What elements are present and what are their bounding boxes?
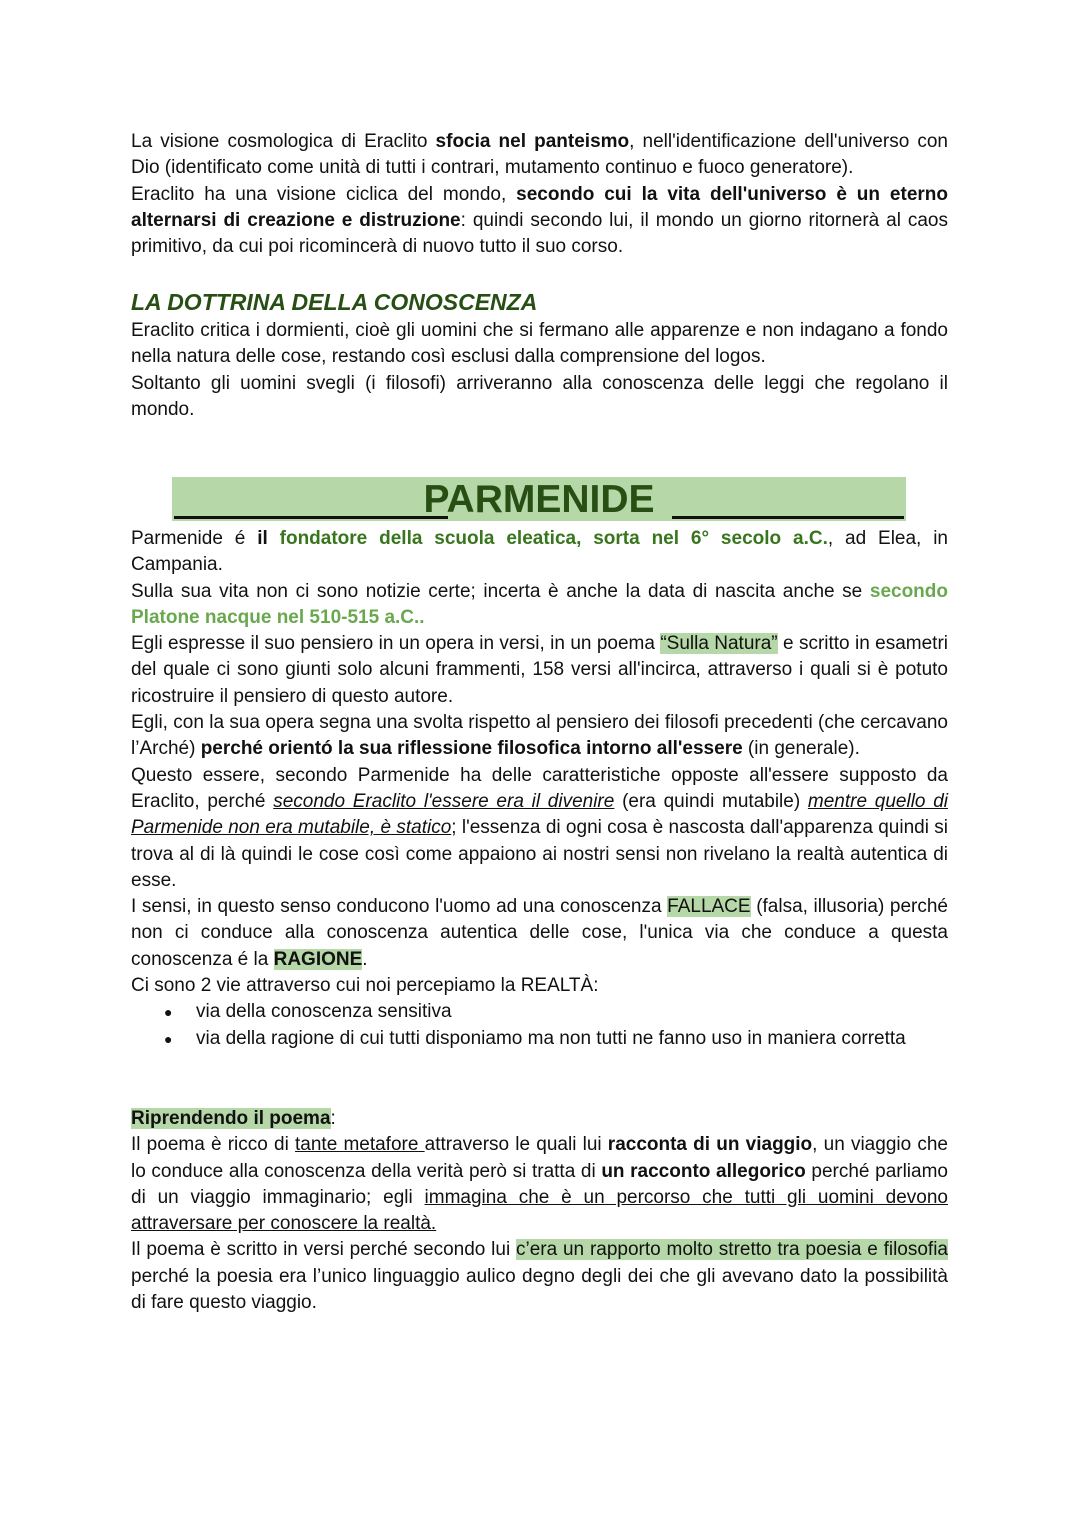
text-run: , nell'identificazione dell'universo con Dio (identificato come unità di tutti i contrari, mutamento continuo e fuoco generatore). [131,131,948,179]
intro-paragraph-2 [131,182,948,261]
text-run: (falsa, illusoria) perché non ci conduce alla conoscenza autentica delle cose, l'unica via che conduce a questa conoscenza é la [131,896,948,970]
list-item: ● via della conoscenza sensitiva [131,999,948,1025]
bold-text: un racconto allegorico [601,1160,806,1182]
doctrine-paragraph-1: Eraclito critica i dormienti, cioè gli uomini che si fermano alle apparenze e non indagano a fondo nella natura delle cose, restando così esclusi dalla comprensione del logos. [131,320,948,368]
parmenide-title-banner [172,477,906,521]
bold-text: secondo cui la vita dell'universo è un eterno alternarsi di creazione e distruzione [131,183,948,231]
underlined-italic-text: secondo Eraclito l'essere era il divenire [273,790,615,812]
text-run: Egli espresse il suo pensiero in un opera in versi, in un poema [131,633,661,655]
underlined-italic-text: mentre quello di Parmenide non era mutabile, è statico [131,790,948,839]
text-run: Questo essere, secondo Parmenide ha delle caratteristiche opposte all'essere supposto da Eraclito, perché [131,764,948,812]
poem-paragraph-1 [131,1132,948,1237]
bold-text: sfocia nel panteismo [435,131,630,152]
parmenide-paragraph-1 [131,526,948,579]
poem-heading-line [131,1106,948,1132]
parmenide-paragraph-3 [131,631,948,710]
text-run: Il poema è ricco di [131,1134,295,1156]
intro-paragraph-1 [131,129,948,182]
highlighted-fallace: FALLACE [667,896,751,918]
text-run: Sulla sua vita non ci sono notizie certe; incerta è anche la data di nascita anche se [131,580,870,602]
text-run: perché la poesia era l’unico linguaggio aulico degno degli dei che gli avevano dato la possibilità di fare questo viaggio. [131,1265,948,1314]
text-run: (in generale). [742,738,860,760]
parmenide-paragraph-2 [131,579,948,632]
green-bold-text: fondatore della scuola eleatica, sorta nel 6° secolo a.C. [279,528,828,549]
highlighted-title: “Sulla Natura” [660,633,778,655]
underlined-text: tante metafore [295,1134,425,1156]
highlighted-text: c’era un rapporto molto stretto tra poesia e filosofia [516,1239,948,1261]
parmenide-paragraph-4 [131,710,948,763]
parmenide-paragraph-5 [131,763,948,894]
text-run: . [362,948,368,970]
doctrine-heading: LA DOTTRINA DELLA CONOSCENZA [131,289,538,315]
text-run: attraverso le quali lui [424,1134,608,1156]
text-run: La visione cosmologica di Eraclito [131,131,436,152]
text-run: : [330,1108,336,1129]
poem-heading: Riprendendo il poema [131,1108,331,1129]
poem-section [131,1106,948,1316]
text-run: perché parliamo di un viaggio immaginario; egli [131,1160,948,1208]
underlined-text: immagina che è un percorso che tutti gli uomini devono attraversare per conoscere la realtà. [131,1186,948,1235]
text-run: , un viaggio che lo conduce alla conoscenza della verità però si tratta di [131,1134,948,1182]
parmenide-paragraph-7: Ci sono 2 vie attraverso cui noi percepiamo la REALTÀ: [131,975,599,997]
text-run: I sensi, in questo senso conducono l'uomo ad una conoscenza [131,896,668,918]
text-run: ; l'essenza di ogni cosa è nascosta dall'apparenza quindi si trova al di là quindi le cose così come appaiono ai nostri sensi non rivelano la realtà autentica di esse. [131,817,948,891]
text-run: e scritto in esametri del quale ci sono giunti solo alcuni frammenti, 158 versi all'incirca, attraverso i quali si è potuto ricostruire il pensiero di questo autore. [131,633,949,707]
parmenide-paragraph-6 [131,894,948,973]
ways-list [131,999,948,1052]
bold-text: perché orientó la sua riflessione filosofica intorno all'essere [200,738,743,760]
parmenide-title: PARMENIDE [423,478,655,521]
text-run: : quindi secondo lui, il mondo un giorno ritornerà al caos primitivo, da cui poi ricomincerà di nuovo tutto il suo corso. [131,209,948,258]
text-run: Il poema è scritto in versi perché secondo lui [131,1239,516,1261]
intro-section [131,129,948,260]
parmenide-section [131,526,948,1052]
doctrine-paragraph-2: Soltanto gli uomini svegli (i filosofi) arriveranno alla conoscenza delle leggi che regolano il mondo. [131,372,948,420]
text-run: Egli, con la sua opera segna una svolta rispetto al pensiero dei filosofi precedenti (che cercavano l’Arché) [131,712,948,760]
text-run: , ad Elea, in Campania. [131,528,948,576]
doctrine-section [131,318,948,423]
light-green-bold-text: secondo Platone nacque nel 510-515 a.C.. [131,580,948,628]
bold-text: il [257,528,280,549]
poem-paragraph-2 [131,1237,948,1316]
highlighted-ragione: RAGIONE [273,948,363,970]
text-run: Parmenide é [131,528,258,549]
bold-text: racconta di un viaggio [607,1134,813,1156]
list-item: ● via della ragione di cui tutti disponiamo ma non tutti ne fanno uso in maniera corretta [131,1026,948,1052]
text-run: (era quindi mutabile) [614,790,808,812]
text-run: Eraclito ha una visione ciclica del mondo, [131,183,517,205]
